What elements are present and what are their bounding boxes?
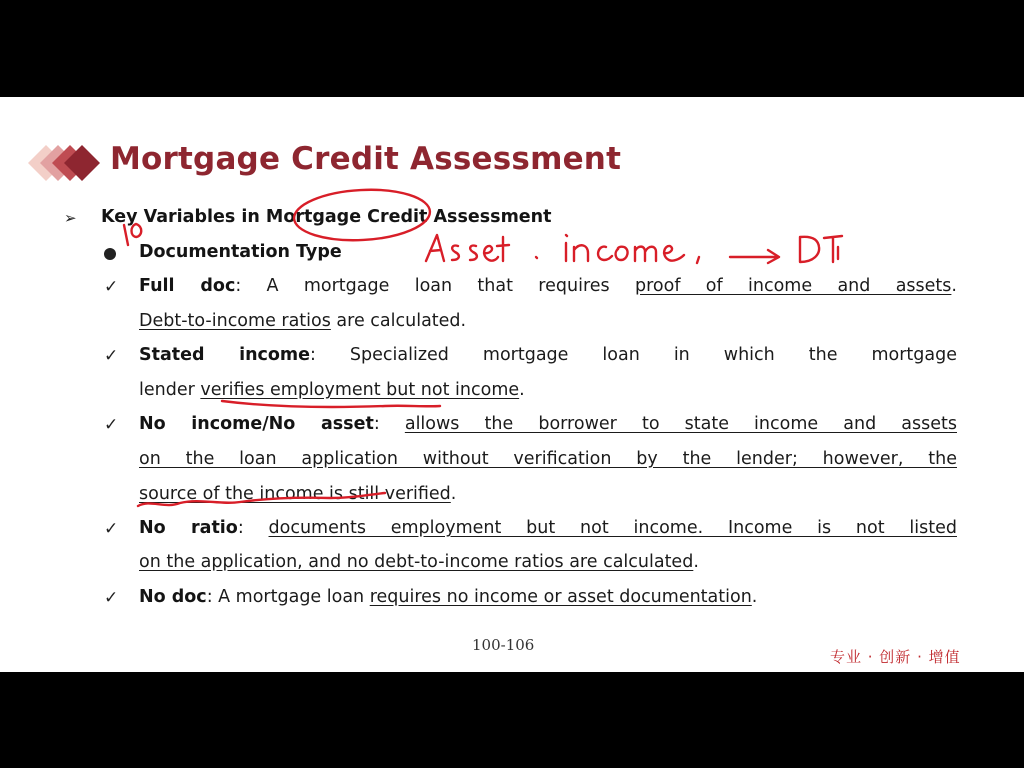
ink-word-dti: [800, 236, 842, 262]
subheading-documentation-type: Documentation Type: [139, 242, 342, 262]
ink-dot: [536, 257, 537, 258]
item-full-doc-line2: Debt-to-income ratios are calculated.: [139, 311, 467, 331]
ink-underline-verifies: [222, 401, 440, 407]
item-stated-income-line1: Stated income: Specialized mortgage loan in which the mortgage: [139, 345, 957, 365]
ink-arrow-icon: [730, 250, 779, 263]
ink-word-asset: [426, 235, 509, 261]
checkmark-icon: ✓: [104, 346, 119, 366]
checkmark-icon: ✓: [104, 277, 119, 297]
ink-comma: [697, 257, 699, 263]
item-no-ratio-line1: No ratio: documents employment but not income. Income is not listed: [139, 518, 957, 538]
item-no-income-no-asset-line1: No income/No asset: allows the borrower to state income and assets: [139, 414, 957, 434]
item-no-income-no-asset-line2: on the loan application without verification by the lender; however, the: [139, 449, 957, 469]
item-stated-income-line2: lender verifies employment but not income.: [139, 380, 525, 400]
ink-word-income: [566, 235, 684, 261]
section-heading: Key Variables in Mortgage Credit Assessment: [101, 207, 552, 227]
slide-title: Mortgage Credit Assessment: [110, 141, 622, 177]
dot-bullet-icon: [104, 248, 116, 260]
checkmark-icon: ✓: [104, 588, 119, 608]
checkmark-icon: ✓: [104, 415, 119, 435]
arrow-bullet-icon: ➢: [64, 209, 77, 227]
item-no-doc-line1: No doc: A mortgage loan requires no income or asset documentation.: [139, 587, 758, 607]
item-no-income-no-asset-line3: source of the income is still verified.: [139, 484, 457, 504]
checkmark-icon: ✓: [104, 519, 119, 539]
item-no-ratio-line2: on the application, and no debt-to-income ratios are calculated.: [139, 552, 699, 572]
slide: [0, 97, 1024, 672]
item-full-doc-line1: Full doc: A mortgage loan that requires proof of income and assets.: [139, 276, 957, 296]
page-number: 100-106: [472, 636, 535, 654]
footer-tagline: 专业 · 创新 · 增值: [830, 648, 961, 666]
diamond-decoration-icon: [28, 145, 100, 181]
